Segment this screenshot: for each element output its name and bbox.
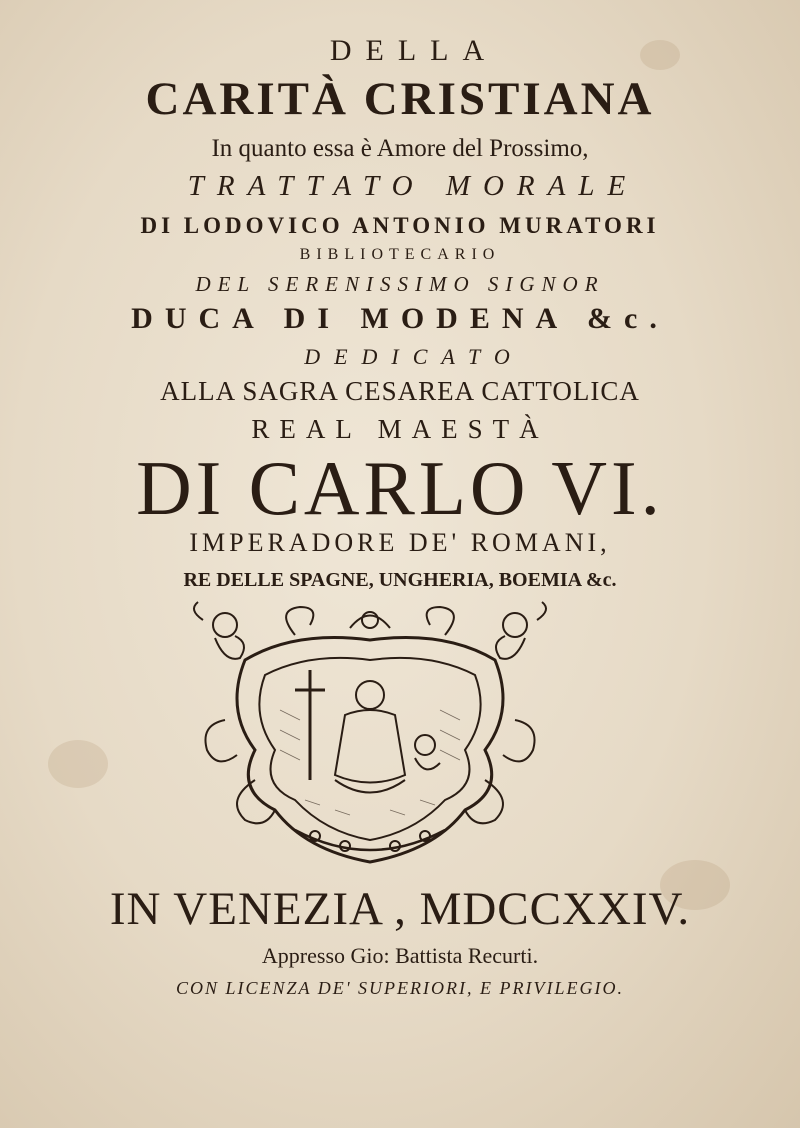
dedication-label: DEDICATO <box>304 344 524 369</box>
majesty-line: REAL MAESTÀ <box>251 414 549 444</box>
emperor-title: IMPERADORE DE' ROMANI, <box>189 528 611 557</box>
foxing-stain <box>48 740 108 788</box>
kingdoms-line: RE DELLE SPAGNE, UNGHERIA, BOEMIA &c. <box>183 569 617 591</box>
genre-line: TRATTATO MORALE <box>187 170 639 202</box>
subtitle: In quanto essa è Amore del Prossimo, <box>211 135 589 162</box>
emperor-name: DI CARLO VI. <box>136 445 664 531</box>
dedication-line: ALLA SAGRA CESAREA CATTOLICA <box>160 376 640 406</box>
printer-device-engraving-icon <box>185 600 555 870</box>
duke-line: DUCA DI MODENA &c. <box>131 302 669 335</box>
imprint-printer: Appresso Gio: Battista Recurti. <box>261 943 539 968</box>
main-title: CARITÀ CRISTIANA <box>145 73 655 125</box>
imprint-place-date: IN VENEZIA , MDCCXXIV. <box>109 883 691 935</box>
title-article: DELLA <box>329 34 499 67</box>
imprint-license: CON LICENZA DE' SUPERIORI, E PRIVILEGIO. <box>176 978 624 998</box>
author-title: BIBLIOTECARIO <box>299 246 501 263</box>
patron-line: DEL SERENISSIMO SIGNOR <box>195 272 605 296</box>
author-line: DI LODOVICO ANTONIO MURATORI <box>140 213 660 238</box>
